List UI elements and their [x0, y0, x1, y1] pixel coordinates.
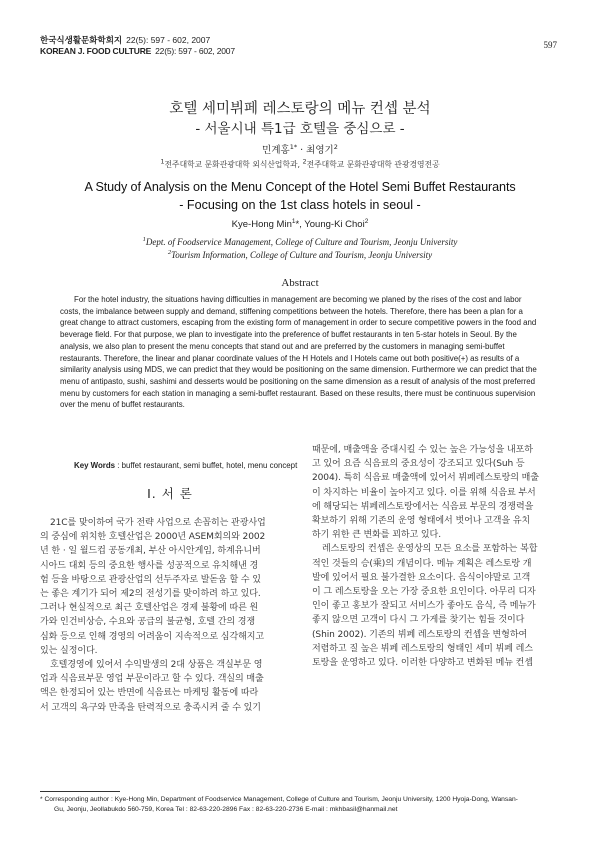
abstract-text: For the hotel industry, the situations having difficulties in management are becoming we planed by the rises of the cost and labor costs, the imbalance between supply and demand, stiffening competitions between the hotels. Therefore, there has been a plan for a great change to attract customers, escaping from the existing form of management in order to secure competitive powers in the food and beverage field. For that purpose, we plan to investigate into the preference of buffet restaurants in ten 5-star hotels in Seoul. By the analysis, we also plan to present the menu concepts that stand out and are preferred by the customers in managing semi-buffet restaurants. Therefore, the linear and planar coordinate values of the H Hotels and I Hotels came out both positive(+) as results of a similarity analysis using MDS, we can predict that they would be positioning on the same dimension. Furthermore we can predict that the menu of antipasto, sushi, sashimi and desserts would be positioning on the same dimension as a result of analysis of the most preferred menu by customers for each station in managing a semi-buffet restaurant. Based on these results, there must be continuous supervision over the menu of buffet restaurants.	[60, 295, 537, 410]
text-line: 적인 것들의 승(乘)의 개념이다. 메뉴 계획은 레스토랑 개	[312, 558, 532, 569]
journal-header	[40, 35, 235, 57]
text-line: 에 해당되는 뷔페레스토랑에서는 식음료 부문의 경쟁력을	[312, 501, 534, 512]
text-line: 심화 등으로 인해 경영의 어려움이 지속적으로 심각해지고	[40, 631, 264, 642]
text-line: 이 차지하는 비율이 높아지고 있다. 이를 위해 식음료 부서	[312, 487, 536, 498]
body-column-right	[312, 443, 574, 670]
text-line: 좋지 않으면 고객이 다시 그 가게를 찾기는 힘들 것이다	[312, 615, 525, 626]
text-line: 확보하기 위해 기존의 운영 형태에서 벗어나 고객을 유치	[312, 516, 531, 527]
page-number: 597	[543, 40, 557, 50]
text-line: 2004). 특히 식음료 매출액에 있어서 뷔페레스토랑의 매출	[312, 473, 539, 484]
abstract-heading: Abstract	[281, 277, 319, 289]
text-line: 21C를 맞이하여 국가 전략 사업으로 손꼽히는 관광사업	[50, 518, 266, 528]
text-line: 이 그 레스토랑을 오는 가장 중요한 요인이다. 아무리 디자	[312, 587, 536, 598]
corresponding-author-footnote	[40, 795, 575, 815]
text-line: 하기 위한 큰 변화를 꾀하고 있다.	[312, 530, 441, 541]
english-title: A Study of Analysis on the Menu Concept of the Hotel Semi Buffet Restaurants	[84, 180, 516, 194]
english-affiliation-1: $^1$Dept. of Foodservice Management, College of Culture and Tourism, Jeonju University	[142, 236, 458, 247]
text-line: 발에 있어서 필요 불가결한 요소이다. 음식이야말로 고객	[312, 572, 531, 583]
text-line: 는 좋은 계기가 되어 제2의 전성기를 맞이하려 하고 있다.	[40, 589, 261, 600]
text-line: 때문에, 매출액을 증대시킬 수 있는 높은 가능성을 내포하	[312, 445, 533, 455]
text-line: 레스토랑의 컨셉은 운영상의 모든 요소를 포함하는 복합	[322, 544, 538, 555]
keywords	[74, 460, 297, 471]
text-line: 업과 식음료부문 영업 부문이라고 할 수 있다. 객실의 매출	[40, 674, 264, 685]
english-authors: Kye-Hong Min$^1$*, Young-Ki Choi$^2$	[231, 217, 369, 230]
text-line: 의 중심에 위치한 호텔산업은 2000년 ASEM회의와 2002	[40, 532, 266, 543]
text-line: (Shin 2002). 기존의 뷔페 레스토랑의 컨셉을 변형하여	[312, 629, 528, 640]
body-column-left	[40, 516, 302, 715]
korean-affiliations: $^1$전주대학교 문화관광대학 외식산업학과, $^2$전주대학교 문화관광대학 관광경영전공	[160, 157, 440, 169]
text-line: 토랑을 운영하고 있다. 이러한 다양하고 변화된 메뉴 컨셉	[312, 658, 533, 669]
text-line: 년 한 · 일 월드컵 공동개최, 부산 아시안게임, 하계유니버	[40, 546, 261, 557]
journal-name-ko: 한국식생활문화학회지 22(5): 597 - 602, 2007	[40, 35, 211, 45]
english-subtitle: - Focusing on the 1st class hotels in seoul -	[179, 198, 421, 212]
journal-volume-en: 22(5): 597 - 602, 2007	[155, 46, 235, 56]
text-line: 서 고객의 욕구와 만족을 탄력적으로 충족시켜 줄 수 있기	[40, 702, 261, 713]
footnote-line: Gu, Jeonju, Jeollabukdo 560-759, Korea Tel : 82-63-220-2896 Fax : 82-63-220-2736 E-mail : mkhbasil@hanmail.net	[54, 806, 398, 813]
journal-volume: 22(5): 597 - 602, 2007	[126, 35, 211, 45]
keywords-list: : buffet restaurant, semi buffet, hotel, menu concept	[115, 461, 298, 470]
footnote-divider	[40, 791, 120, 792]
section-heading: I. 서 론	[147, 486, 193, 501]
text-line: 험 등을 바탕으로 관광산업의 선두주자로 발돋움 할 수 있	[40, 574, 261, 585]
text-line: 액은 한정되어 있는 반면에 식음료는 마케팅 활동에 따라	[40, 688, 259, 699]
text-line: 고 있어 요즘 식음료의 중요성이 강조되고 있다(Suh 등	[312, 459, 525, 470]
keywords-label: Key Words	[74, 461, 116, 470]
text-line: 인이 좋고 홍보가 잘되고 서비스가 좋아도 음식, 즉 메뉴가	[312, 601, 536, 612]
korean-authors: 민계홍$^{1*}$ · 최영기$^2$	[262, 142, 338, 156]
text-line: 시아드 대회 등의 중요한 행사를 성공적으로 유치해낸 경	[40, 560, 259, 571]
journal-name-en: KOREAN J. FOOD CULTURE 22(5): 597 - 602, 2007	[40, 46, 235, 56]
text-line: 호텔경영에 있어서 수익발생의 2대 상품은 객실부문 영	[50, 660, 263, 671]
text-line: 있는 실정이다.	[40, 645, 98, 656]
text-line: 가와 인건비상승, 수요와 공급의 불균형, 호텔 간의 경쟁	[40, 617, 256, 628]
english-affiliation-2: $^2$Tourism Information, College of Culture and Tourism, Jeonju University	[167, 249, 433, 260]
footnote-line: * Corresponding author : Kye-Hong Min, Department of Foodservice Management, College of Culture and Tourism, Jeonju University, 1200 Hyoja-Dong, Wansan-	[40, 796, 518, 803]
korean-subtitle: - 서울시내 특1급 호텔을 중심으로 -	[195, 121, 405, 137]
text-line: 저렴하고 질 높은 뷔페 레스토랑의 형태인 세미 뷔페 레스	[312, 643, 533, 654]
korean-title: 호텔 세미뷔페 레스토랑의 메뉴 컨셉 분석	[169, 101, 431, 117]
text-line: 그러나 현실적으로 최근 호텔산업은 경제 불황에 따른 원	[40, 603, 259, 614]
